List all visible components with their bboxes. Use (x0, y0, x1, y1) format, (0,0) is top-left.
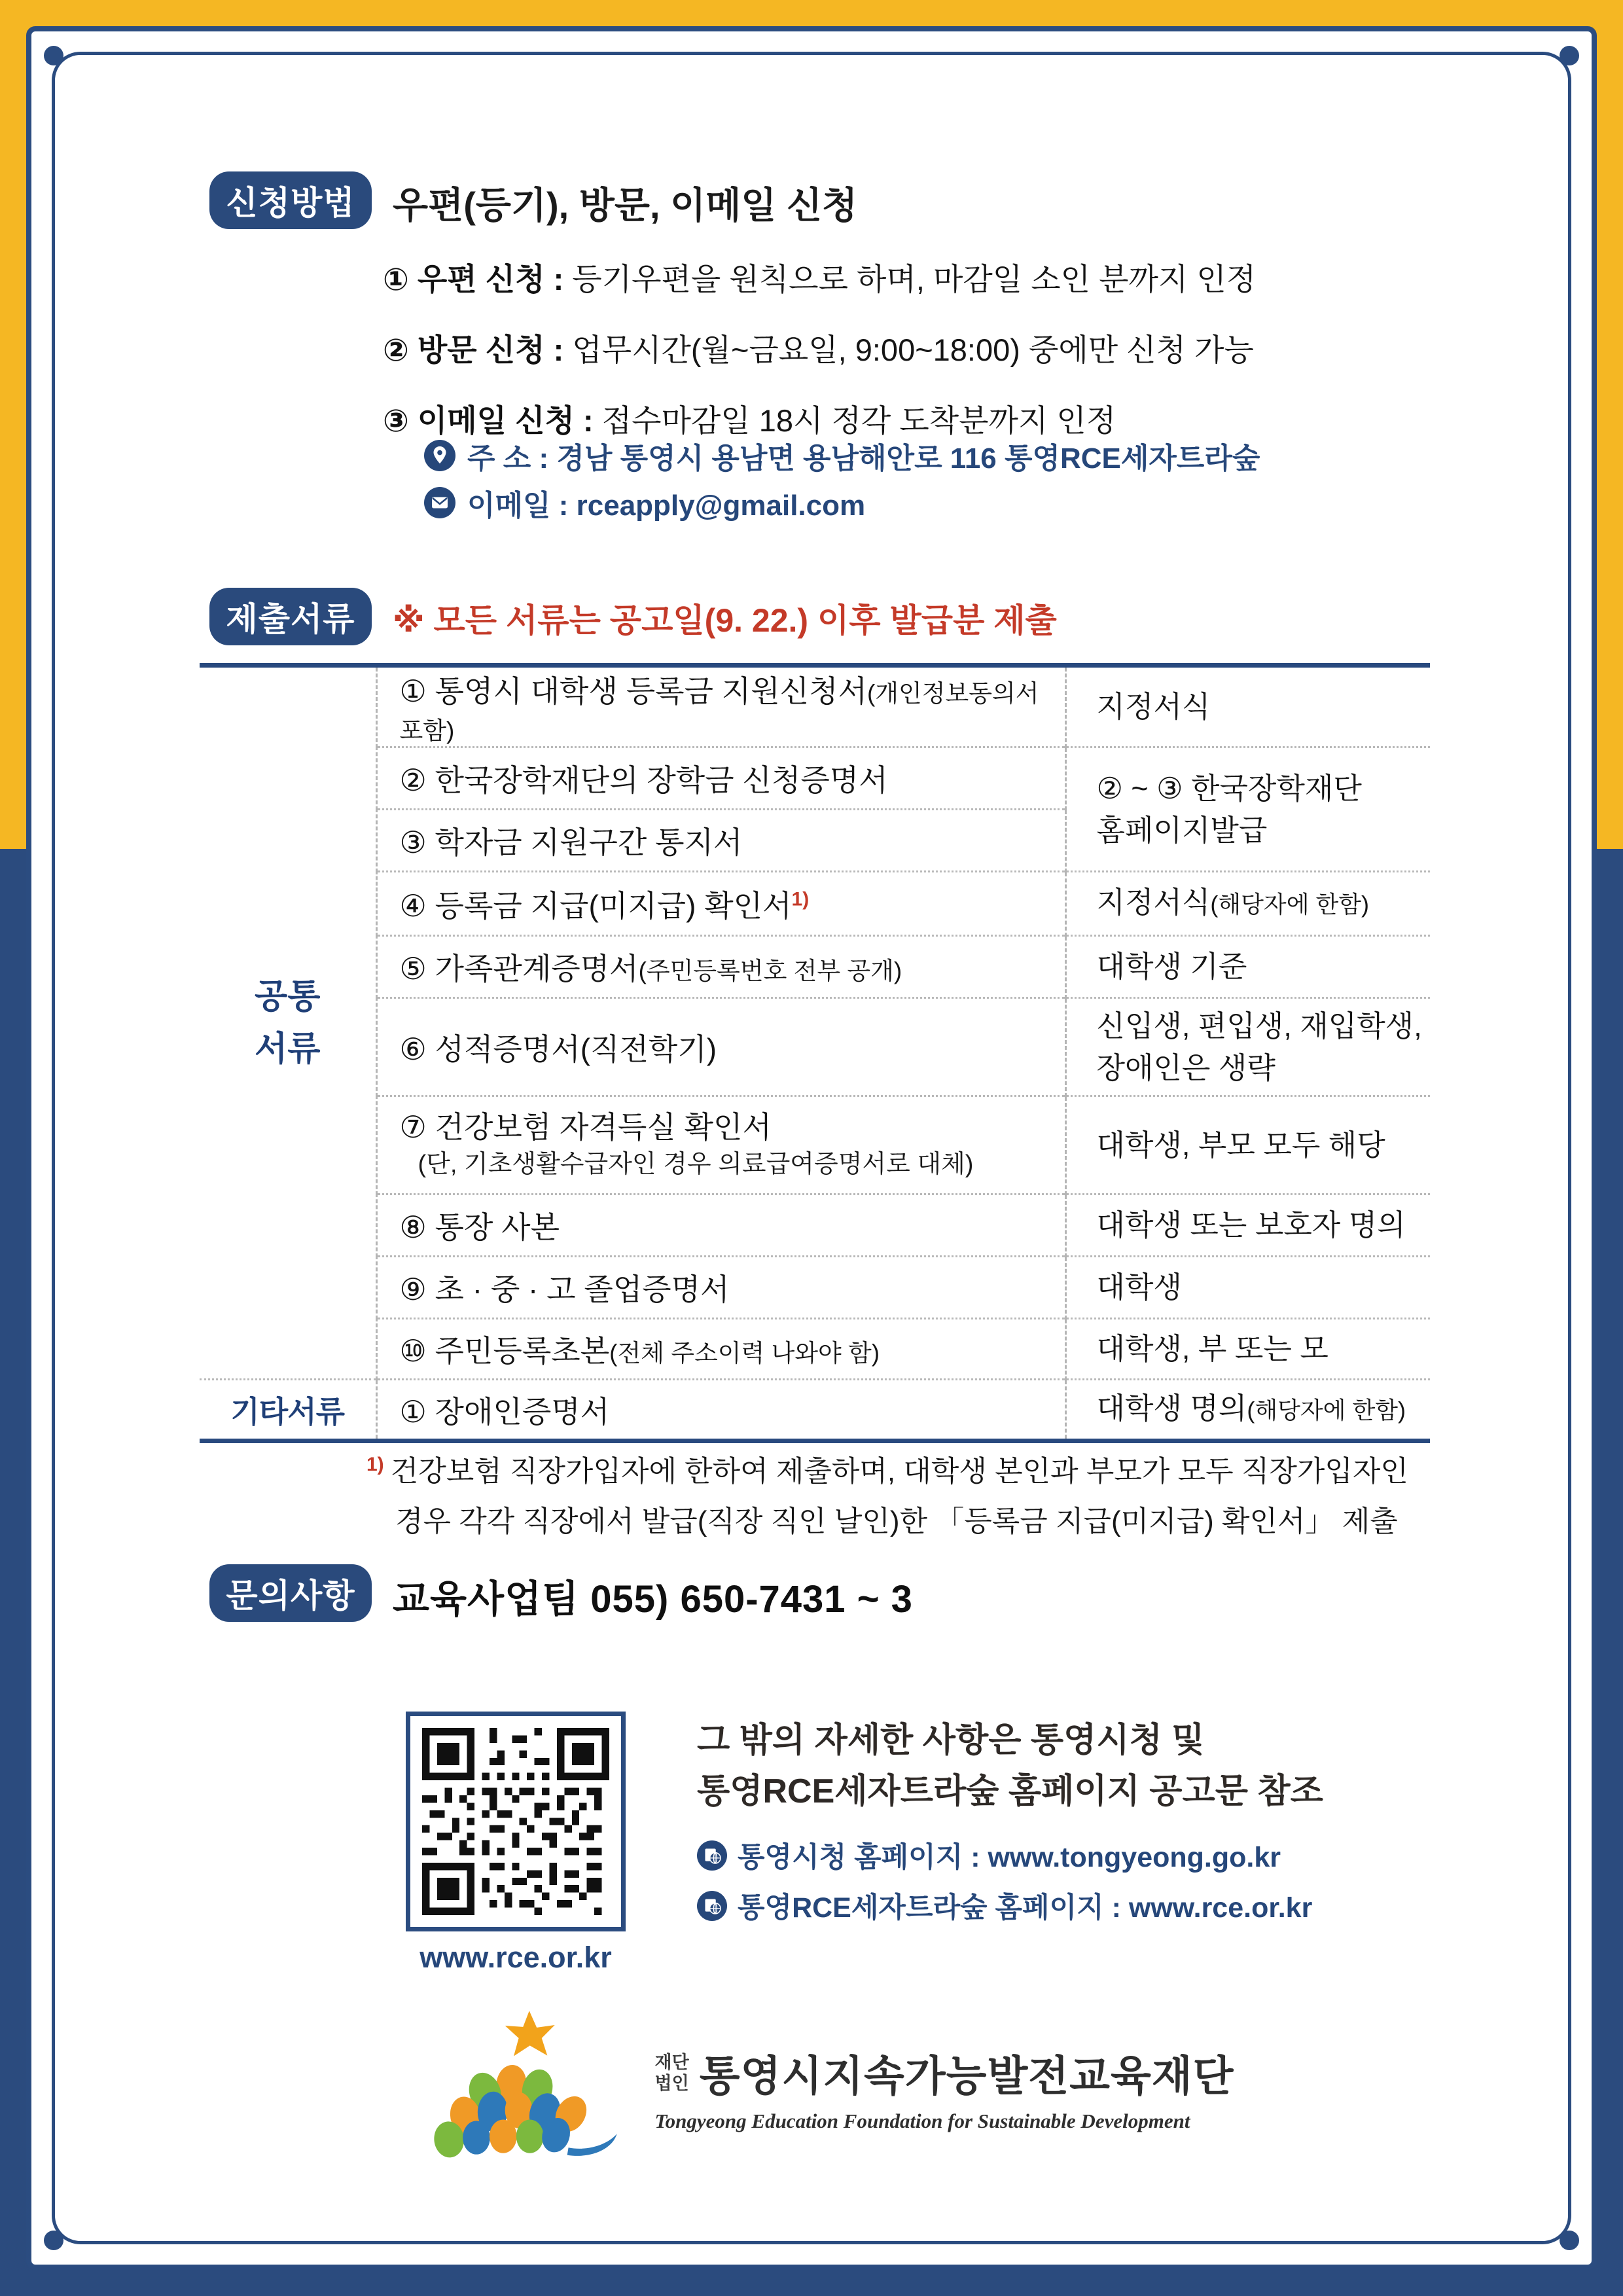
org-small-bottom: 법인 (654, 2073, 689, 2093)
apply-method-badge: 신청방법 (209, 171, 372, 229)
doc-number: ⑩ (399, 1334, 435, 1368)
doc-number: ⑧ (399, 1210, 435, 1244)
doc-cell (376, 1380, 1065, 1441)
frame-corner-dot (44, 2231, 63, 2250)
table-row-etc (200, 1380, 1430, 1441)
apply-item-visit-text: 업무시간(월~금요일, 9:00~18:00) 중에만 신청 가능 (572, 332, 1254, 367)
apply-item-visit (383, 326, 1254, 370)
footnote-sup: 1) (366, 1454, 384, 1475)
qr-section (406, 1712, 626, 1975)
org-small-prefix (655, 2052, 689, 2094)
apply-item-email-prefix: ③ 이메일 신청 : (383, 403, 602, 438)
doc-text: 한국장학재단의 장학금 신청증명서 (435, 763, 888, 797)
link-label: 통영RCE세자트라숲 홈페이지 : (738, 1892, 1129, 1924)
doc-text-sub: (단, 기초생활수급자인 경우 의료급여증명서로 대체) (418, 1150, 974, 1178)
note-text: 대학생 기준 (1096, 950, 1247, 983)
doc-paren: (전체 주소이력 나와야 함) (609, 1340, 880, 1367)
doc-cell (376, 1257, 1065, 1319)
footnote (366, 1440, 1427, 1547)
etc-docs-label: 기타서류 (200, 1380, 376, 1441)
common-docs-label (200, 666, 376, 1380)
doc-text: 주민등록초본 (435, 1334, 610, 1368)
email-text (467, 482, 865, 524)
note-cell (1065, 1319, 1430, 1380)
note-cell (1065, 1096, 1430, 1194)
doc-cell (376, 936, 1065, 998)
org-name-english: Tongyeong Education Foundation for Sustainable Development (654, 2109, 1190, 2132)
doc-cell (376, 810, 1065, 872)
org-small-top: 재단 (654, 2053, 689, 2072)
address-value: 경남 통영시 용남면 용남해안로 116 통영RCE세자트라숲 (556, 442, 1260, 475)
note-cell (1065, 666, 1430, 747)
note-paren: (해당자에 한함) (1210, 891, 1370, 918)
table-row (200, 1194, 1430, 1257)
doc-text: 성적증명서(직전학기) (435, 1031, 717, 1066)
foundation-logo (31, 2003, 1592, 2173)
doc-text: 장애인증명서 (435, 1394, 610, 1429)
content-card (26, 26, 1597, 2270)
doc-number: ⑥ (399, 1031, 435, 1066)
foundation-logo-text (655, 2043, 1234, 2133)
more-info-section (697, 1715, 1515, 1926)
doc-number: ② (399, 763, 435, 797)
address-label: 주 소 : (467, 442, 557, 475)
apply-item-email (383, 397, 1116, 440)
link-url: www.tongyeong.go.kr (988, 1842, 1281, 1873)
qr-caption-url: www.rce.or.kr (419, 1941, 612, 1974)
doc-cell (376, 998, 1065, 1096)
qr-code (406, 1712, 626, 1931)
documents-issue-note: ※ 모든 서류는 공고일(9. 22.) 이후 발급분 제출 (393, 602, 1057, 639)
table-row (200, 1257, 1430, 1319)
note-text: 대학생 (1096, 1270, 1182, 1304)
more-info-heading (697, 1715, 1515, 1817)
footnote-marker: 1) (791, 888, 810, 910)
note-paren: (해당자에 한함) (1247, 1397, 1406, 1424)
doc-text: 건강보험 자격득실 확인서 (435, 1109, 772, 1144)
note-cell-merged (1065, 747, 1430, 872)
globe-icon (697, 1840, 727, 1871)
note-text-line1: 신입생, 편입생, 재입학생, (1096, 1009, 1422, 1043)
footnote-line1 (366, 1440, 1427, 1497)
apply-item-mail (383, 255, 1256, 299)
table-row (200, 1319, 1430, 1380)
note-text-line2: 장애인은 생략 (1096, 1050, 1275, 1085)
inquiry-phone: 교육사업팀 055) 650-7431 ~ 3 (393, 1578, 913, 1621)
note-cell (1065, 936, 1430, 998)
homepage-link-city (697, 1835, 1515, 1875)
email-icon (424, 487, 455, 518)
more-info-line2: 통영RCE세자트라숲 홈페이지 공고문 참조 (697, 1772, 1323, 1810)
note-cell (1065, 872, 1430, 936)
doc-cell (376, 872, 1065, 936)
email-value: rceapply@gmail.com (576, 490, 866, 522)
doc-number: ① (399, 674, 435, 708)
doc-text: 가족관계증명서 (435, 952, 639, 986)
doc-paren: (개인정보동의서 포함) (399, 680, 1039, 744)
doc-cell (376, 1194, 1065, 1257)
doc-number: ④ (399, 888, 435, 923)
doc-text: 등록금 지급(미지급) 확인서 (435, 888, 792, 923)
footnote-text2: 경우 각각 직장에서 발급(직장 직인 날인)한 「등록금 지급(미지급) 확인서」 제출 (395, 1505, 1398, 1537)
common-label-line1: 공통 (255, 978, 321, 1016)
homepage-link-rce (697, 1886, 1515, 1926)
doc-text: 통장 사본 (435, 1210, 560, 1244)
apply-item-visit-prefix: ② 방문 신청 : (383, 332, 573, 367)
apply-method-title: 우편(등기), 방문, 이메일 신청 (393, 185, 858, 226)
doc-number: ⑦ (399, 1109, 435, 1144)
table-row (200, 998, 1430, 1096)
note-cell (1065, 1257, 1430, 1319)
note-text: 대학생 명의 (1096, 1391, 1247, 1425)
doc-cell (376, 1319, 1065, 1380)
apply-item-email-text: 접수마감일 18시 정각 도착분까지 인정 (601, 403, 1116, 438)
link-url: www.rce.or.kr (1128, 1892, 1313, 1924)
doc-paren: (주민등록번호 전부 공개) (638, 958, 902, 984)
frame-corner-dot (1560, 46, 1579, 65)
doc-cell (376, 666, 1065, 747)
homepage-links (697, 1835, 1515, 1926)
org-name: 통영시지속가능발전교육재단 (699, 2053, 1234, 2100)
doc-number: ⑨ (399, 1272, 435, 1306)
email-label: 이메일 : (467, 490, 577, 522)
location-pin-icon (424, 440, 455, 471)
apply-item-mail-prefix: ① 우편 신청 : (383, 262, 573, 296)
inquiry-badge: 문의사항 (209, 1564, 372, 1622)
note-text: 지정서식 (1096, 886, 1211, 919)
homepage-link-text (738, 1835, 1281, 1875)
doc-text: 학자금 지원구간 통지서 (435, 825, 743, 859)
note-text-line1: ② ~ ③ 한국장학재단 (1096, 771, 1362, 805)
table-row (200, 747, 1430, 810)
note-text-line2: 홈페이지발급 (1096, 813, 1268, 847)
doc-cell (376, 747, 1065, 810)
address-row (424, 435, 1260, 476)
note-text: 대학생 또는 보호자 명의 (1096, 1208, 1406, 1242)
note-text: 지정서식 (1096, 690, 1211, 723)
note-text: 대학생, 부 또는 모 (1096, 1332, 1329, 1365)
doc-text: 초 · 중 · 고 졸업증명서 (435, 1272, 730, 1306)
documents-badge: 제출서류 (209, 588, 372, 645)
address-text (467, 435, 1260, 476)
globe-icon (697, 1891, 727, 1921)
table-row (200, 666, 1430, 747)
more-info-line1: 그 밖의 자세한 사항은 통영시청 및 (697, 1721, 1205, 1759)
common-label-line2: 서류 (255, 1030, 321, 1068)
link-label: 통영시청 홈페이지 : (738, 1842, 988, 1873)
doc-number: ① (399, 1394, 435, 1429)
doc-number: ③ (399, 825, 435, 859)
foundation-logo-graphic (389, 2003, 638, 2173)
doc-text-main (400, 1108, 1065, 1146)
table-row (200, 936, 1430, 998)
footnote-text1: 건강보험 직장가입자에 한하여 제출하며, 대학생 본인과 부모가 모두 직장가입자인 (390, 1455, 1408, 1488)
email-row (424, 482, 865, 524)
doc-number: ⑤ (399, 952, 435, 986)
note-text: 대학생, 부모 모두 해당 (1096, 1128, 1385, 1162)
qr-code-graphic (422, 1728, 609, 1915)
homepage-link-text (738, 1886, 1312, 1926)
note-cell (1065, 998, 1430, 1096)
documents-table (200, 663, 1430, 1443)
doc-cell (376, 1096, 1065, 1194)
table-row (200, 1096, 1430, 1194)
apply-item-mail-text: 등기우편을 원칙으로 하며, 마감일 소인 분까지 인정 (572, 262, 1257, 296)
doc-text: 통영시 대학생 등록금 지원신청서 (435, 674, 867, 708)
note-cell (1065, 1194, 1430, 1257)
frame-corner-dot (44, 46, 63, 65)
table-row (200, 872, 1430, 936)
note-cell (1065, 1380, 1430, 1441)
frame-corner-dot (1560, 2231, 1579, 2250)
